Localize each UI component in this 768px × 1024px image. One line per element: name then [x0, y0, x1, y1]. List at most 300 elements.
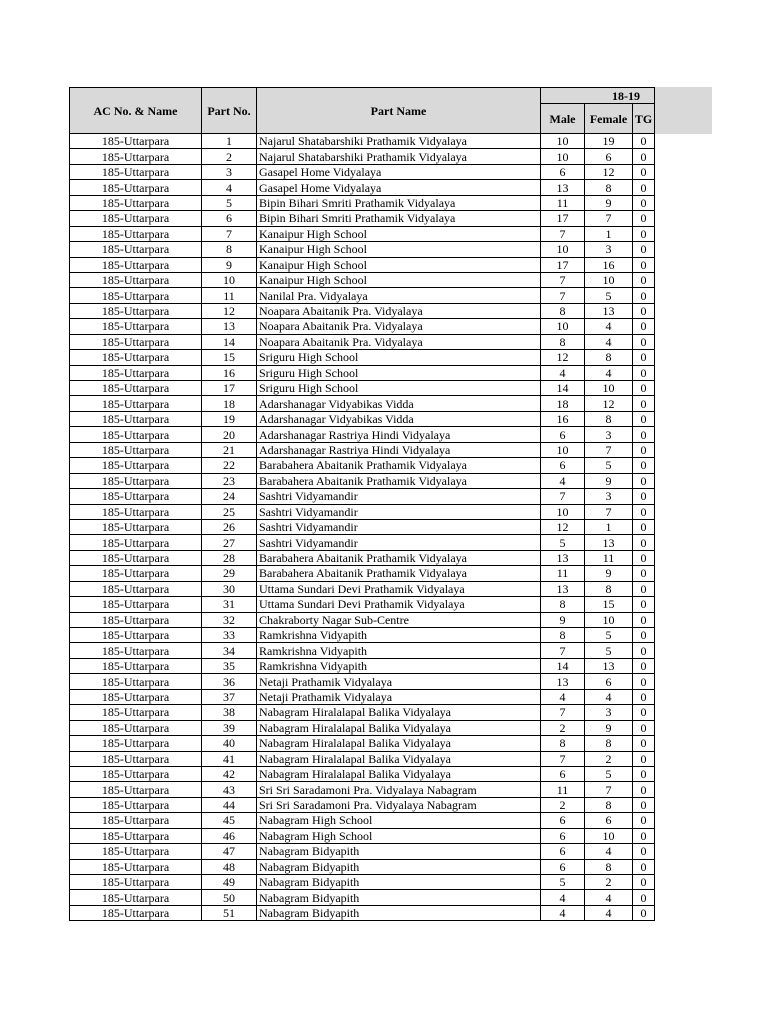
male-cell: 6 — [541, 859, 585, 874]
tg-cell: 0 — [633, 875, 655, 890]
female-cell: 1 — [585, 519, 633, 534]
tg-cell: 0 — [633, 195, 655, 210]
table-row — [70, 566, 655, 581]
tg-cell: 0 — [633, 272, 655, 287]
table-row — [70, 180, 655, 195]
tg-cell: 0 — [633, 689, 655, 704]
male-cell: 8 — [541, 597, 585, 612]
female-cell: 6 — [585, 813, 633, 828]
part-name-cell: Netaji Prathamik Vidyalaya — [257, 674, 541, 689]
male-cell: 10 — [541, 134, 585, 149]
table-row — [70, 720, 655, 735]
table-row — [70, 303, 655, 318]
part-name-cell: Noapara Abaitanik Pra. Vidyalaya — [257, 334, 541, 349]
tg-cell: 0 — [633, 905, 655, 920]
part-name-cell: Ramkrishna Vidyapith — [257, 628, 541, 643]
female-cell: 13 — [585, 303, 633, 318]
part-name-cell: Uttama Sundari Devi Prathamik Vidyalaya — [257, 581, 541, 596]
part-name-cell: Nabagram Bidyapith — [257, 859, 541, 874]
tg-cell: 0 — [633, 797, 655, 812]
male-cell: 6 — [541, 766, 585, 781]
part-no-cell: 3 — [202, 164, 257, 179]
tg-cell: 0 — [633, 242, 655, 257]
part-name-cell: Nabagram Hiralalapal Balika Vidyalaya — [257, 751, 541, 766]
tg-cell: 0 — [633, 365, 655, 380]
part-no-cell: 25 — [202, 504, 257, 519]
tg-cell: 0 — [633, 828, 655, 843]
tg-cell: 0 — [633, 226, 655, 241]
male-cell: 8 — [541, 334, 585, 349]
male-cell: 11 — [541, 195, 585, 210]
female-cell: 10 — [585, 272, 633, 287]
male-cell: 14 — [541, 658, 585, 673]
part-name-cell: Barabahera Abaitanik Prathamik Vidyalaya — [257, 550, 541, 565]
part-no-cell: 8 — [202, 242, 257, 257]
male-cell: 7 — [541, 643, 585, 658]
female-cell: 9 — [585, 720, 633, 735]
male-cell: 13 — [541, 550, 585, 565]
part-no-cell: 45 — [202, 813, 257, 828]
part-no-cell: 21 — [202, 442, 257, 457]
table-row — [70, 504, 655, 519]
female-cell: 1 — [585, 226, 633, 241]
part-no-cell: 1 — [202, 134, 257, 149]
tg-cell: 0 — [633, 519, 655, 534]
tg-cell: 0 — [633, 149, 655, 164]
ac-cell: 185-Uttarpara — [70, 782, 202, 797]
ac-cell: 185-Uttarpara — [70, 319, 202, 334]
table-row — [70, 705, 655, 720]
tg-cell: 0 — [633, 550, 655, 565]
tg-cell: 0 — [633, 674, 655, 689]
part-name-cell: Sashtri Vidyamandir — [257, 504, 541, 519]
tg-cell: 0 — [633, 319, 655, 334]
male-cell: 14 — [541, 381, 585, 396]
tg-cell: 0 — [633, 736, 655, 751]
male-cell: 12 — [541, 519, 585, 534]
part-no-cell: 13 — [202, 319, 257, 334]
part-name-cell: Barabahera Abaitanik Prathamik Vidyalaya — [257, 566, 541, 581]
tg-cell: 0 — [633, 396, 655, 411]
female-cell: 3 — [585, 489, 633, 504]
male-cell: 7 — [541, 705, 585, 720]
table-row — [70, 628, 655, 643]
male-cell: 16 — [541, 411, 585, 426]
tg-cell: 0 — [633, 381, 655, 396]
female-cell: 19 — [585, 134, 633, 149]
female-cell: 9 — [585, 195, 633, 210]
tg-cell: 0 — [633, 705, 655, 720]
table-row — [70, 489, 655, 504]
table-row — [70, 550, 655, 565]
table-row — [70, 164, 655, 179]
female-cell: 6 — [585, 674, 633, 689]
table-row — [70, 149, 655, 164]
table-row — [70, 427, 655, 442]
table-row — [70, 365, 655, 380]
ac-cell: 185-Uttarpara — [70, 334, 202, 349]
male-cell: 11 — [541, 566, 585, 581]
part-no-cell: 2 — [202, 149, 257, 164]
header-age-group: 18-19 — [541, 88, 655, 104]
ac-cell: 185-Uttarpara — [70, 489, 202, 504]
female-cell: 8 — [585, 797, 633, 812]
tg-cell: 0 — [633, 751, 655, 766]
ac-cell: 185-Uttarpara — [70, 180, 202, 195]
header-ac-no-name: AC No. & Name — [70, 88, 202, 134]
part-name-cell: Nabagram Hiralalapal Balika Vidyalaya — [257, 705, 541, 720]
male-cell: 10 — [541, 504, 585, 519]
tg-cell: 0 — [633, 473, 655, 488]
ac-cell: 185-Uttarpara — [70, 628, 202, 643]
tg-cell: 0 — [633, 427, 655, 442]
female-cell: 9 — [585, 566, 633, 581]
part-name-cell: Adarshanagar Vidyabikas Vidda — [257, 396, 541, 411]
male-cell: 4 — [541, 473, 585, 488]
table-row — [70, 396, 655, 411]
ac-cell: 185-Uttarpara — [70, 597, 202, 612]
part-name-cell: Nabagram Bidyapith — [257, 890, 541, 905]
female-cell: 7 — [585, 442, 633, 457]
table-row — [70, 875, 655, 890]
female-cell: 4 — [585, 844, 633, 859]
table-row — [70, 581, 655, 596]
ac-cell: 185-Uttarpara — [70, 813, 202, 828]
male-cell: 6 — [541, 427, 585, 442]
ac-cell: 185-Uttarpara — [70, 350, 202, 365]
table-row — [70, 736, 655, 751]
male-cell: 7 — [541, 226, 585, 241]
part-no-cell: 12 — [202, 303, 257, 318]
male-cell: 6 — [541, 458, 585, 473]
ac-cell: 185-Uttarpara — [70, 643, 202, 658]
ac-cell: 185-Uttarpara — [70, 905, 202, 920]
male-cell: 7 — [541, 288, 585, 303]
part-name-cell: Nabagram High School — [257, 813, 541, 828]
male-cell: 8 — [541, 303, 585, 318]
female-cell: 3 — [585, 242, 633, 257]
part-no-cell: 35 — [202, 658, 257, 673]
table-row — [70, 766, 655, 781]
ac-cell: 185-Uttarpara — [70, 550, 202, 565]
part-name-cell: Kanaipur High School — [257, 257, 541, 272]
male-cell: 17 — [541, 257, 585, 272]
part-no-cell: 43 — [202, 782, 257, 797]
female-cell: 8 — [585, 350, 633, 365]
female-cell: 10 — [585, 381, 633, 396]
tg-cell: 0 — [633, 766, 655, 781]
ac-cell: 185-Uttarpara — [70, 458, 202, 473]
female-cell: 10 — [585, 828, 633, 843]
part-no-cell: 17 — [202, 381, 257, 396]
tg-cell: 0 — [633, 334, 655, 349]
female-cell: 13 — [585, 535, 633, 550]
female-cell: 5 — [585, 628, 633, 643]
part-no-cell: 5 — [202, 195, 257, 210]
ac-cell: 185-Uttarpara — [70, 164, 202, 179]
female-cell: 4 — [585, 890, 633, 905]
part-name-cell: Adarshanagar Vidyabikas Vidda — [257, 411, 541, 426]
part-no-cell: 40 — [202, 736, 257, 751]
table-row — [70, 288, 655, 303]
tg-cell: 0 — [633, 257, 655, 272]
female-cell: 13 — [585, 658, 633, 673]
table-row — [70, 226, 655, 241]
table-row — [70, 797, 655, 812]
ac-cell: 185-Uttarpara — [70, 751, 202, 766]
part-no-cell: 38 — [202, 705, 257, 720]
female-cell: 5 — [585, 288, 633, 303]
female-cell: 5 — [585, 458, 633, 473]
ac-cell: 185-Uttarpara — [70, 226, 202, 241]
tg-cell: 0 — [633, 303, 655, 318]
female-cell: 4 — [585, 905, 633, 920]
male-cell: 17 — [541, 211, 585, 226]
part-name-cell: Sriguru High School — [257, 365, 541, 380]
ac-cell: 185-Uttarpara — [70, 396, 202, 411]
tg-cell: 0 — [633, 658, 655, 673]
part-no-cell: 36 — [202, 674, 257, 689]
male-cell: 8 — [541, 628, 585, 643]
female-cell: 9 — [585, 473, 633, 488]
male-cell: 10 — [541, 242, 585, 257]
part-no-cell: 4 — [202, 180, 257, 195]
ac-cell: 185-Uttarpara — [70, 272, 202, 287]
ac-cell: 185-Uttarpara — [70, 381, 202, 396]
tg-cell: 0 — [633, 782, 655, 797]
part-no-cell: 28 — [202, 550, 257, 565]
part-name-cell: Sashtri Vidyamandir — [257, 535, 541, 550]
female-cell: 7 — [585, 211, 633, 226]
tg-cell: 0 — [633, 859, 655, 874]
female-cell: 8 — [585, 581, 633, 596]
table-row — [70, 211, 655, 226]
ac-cell: 185-Uttarpara — [70, 797, 202, 812]
part-name-cell: Noapara Abaitanik Pra. Vidyalaya — [257, 303, 541, 318]
female-cell: 7 — [585, 782, 633, 797]
female-cell: 11 — [585, 550, 633, 565]
tg-cell: 0 — [633, 612, 655, 627]
tg-cell: 0 — [633, 597, 655, 612]
ac-cell: 185-Uttarpara — [70, 859, 202, 874]
tg-cell: 0 — [633, 489, 655, 504]
female-cell: 7 — [585, 504, 633, 519]
table-row — [70, 350, 655, 365]
male-cell: 7 — [541, 489, 585, 504]
female-cell: 12 — [585, 164, 633, 179]
table-row — [70, 257, 655, 272]
male-cell: 9 — [541, 612, 585, 627]
ac-cell: 185-Uttarpara — [70, 365, 202, 380]
table-row — [70, 442, 655, 457]
male-cell: 6 — [541, 844, 585, 859]
part-name-cell: Sri Sri Saradamoni Pra. Vidyalaya Nabagram — [257, 782, 541, 797]
part-name-cell: Netaji Prathamik Vidyalaya — [257, 689, 541, 704]
table-row — [70, 643, 655, 658]
male-cell: 4 — [541, 905, 585, 920]
part-name-cell: Ramkrishna Vidyapith — [257, 643, 541, 658]
tg-cell: 0 — [633, 164, 655, 179]
part-name-cell: Ramkrishna Vidyapith — [257, 658, 541, 673]
table-row — [70, 458, 655, 473]
part-name-cell: Adarshanagar Rastriya Hindi Vidyalaya — [257, 442, 541, 457]
part-name-cell: Adarshanagar Rastriya Hindi Vidyalaya — [257, 427, 541, 442]
ac-cell: 185-Uttarpara — [70, 689, 202, 704]
part-no-cell: 9 — [202, 257, 257, 272]
part-no-cell: 27 — [202, 535, 257, 550]
table-row — [70, 597, 655, 612]
tg-cell: 0 — [633, 411, 655, 426]
ac-cell: 185-Uttarpara — [70, 720, 202, 735]
tg-cell: 0 — [633, 566, 655, 581]
male-cell: 2 — [541, 797, 585, 812]
female-cell: 10 — [585, 612, 633, 627]
male-cell: 5 — [541, 535, 585, 550]
part-name-cell: Sriguru High School — [257, 350, 541, 365]
part-no-cell: 18 — [202, 396, 257, 411]
part-no-cell: 29 — [202, 566, 257, 581]
part-no-cell: 50 — [202, 890, 257, 905]
table-row — [70, 272, 655, 287]
part-name-cell: Chakraborty Nagar Sub-Centre — [257, 612, 541, 627]
part-name-cell: Najarul Shatabarshiki Prathamik Vidyalaya — [257, 149, 541, 164]
male-cell: 13 — [541, 581, 585, 596]
male-cell: 4 — [541, 689, 585, 704]
male-cell: 10 — [541, 442, 585, 457]
part-no-cell: 19 — [202, 411, 257, 426]
tg-cell: 0 — [633, 458, 655, 473]
part-no-cell: 39 — [202, 720, 257, 735]
part-no-cell: 49 — [202, 875, 257, 890]
ac-cell: 185-Uttarpara — [70, 288, 202, 303]
ac-cell: 185-Uttarpara — [70, 473, 202, 488]
part-no-cell: 16 — [202, 365, 257, 380]
part-no-cell: 24 — [202, 489, 257, 504]
ac-cell: 185-Uttarpara — [70, 766, 202, 781]
female-cell: 3 — [585, 705, 633, 720]
table-row — [70, 751, 655, 766]
female-cell: 2 — [585, 751, 633, 766]
ac-cell: 185-Uttarpara — [70, 705, 202, 720]
ac-cell: 185-Uttarpara — [70, 612, 202, 627]
male-cell: 6 — [541, 828, 585, 843]
male-cell: 13 — [541, 674, 585, 689]
table-row — [70, 195, 655, 210]
part-name-cell: Bipin Bihari Smriti Prathamik Vidyalaya — [257, 211, 541, 226]
part-name-cell: Sri Sri Saradamoni Pra. Vidyalaya Nabagram — [257, 797, 541, 812]
part-no-cell: 22 — [202, 458, 257, 473]
part-no-cell: 23 — [202, 473, 257, 488]
table-row — [70, 828, 655, 843]
tg-cell: 0 — [633, 844, 655, 859]
tg-cell: 0 — [633, 350, 655, 365]
female-cell: 5 — [585, 643, 633, 658]
part-name-cell: Nabagram Hiralalapal Balika Vidyalaya — [257, 736, 541, 751]
ac-cell: 185-Uttarpara — [70, 504, 202, 519]
part-name-cell: Nabagram Hiralalapal Balika Vidyalaya — [257, 720, 541, 735]
ac-cell: 185-Uttarpara — [70, 581, 202, 596]
part-name-cell: Kanaipur High School — [257, 242, 541, 257]
part-name-cell: Gasapel Home Vidyalaya — [257, 180, 541, 195]
tg-cell: 0 — [633, 211, 655, 226]
female-cell: 12 — [585, 396, 633, 411]
part-no-cell: 47 — [202, 844, 257, 859]
ac-cell: 185-Uttarpara — [70, 134, 202, 149]
male-cell: 7 — [541, 751, 585, 766]
table-row — [70, 411, 655, 426]
part-name-cell: Najarul Shatabarshiki Prathamik Vidyalaya — [257, 134, 541, 149]
male-cell: 18 — [541, 396, 585, 411]
table-row — [70, 905, 655, 920]
part-no-cell: 48 — [202, 859, 257, 874]
part-no-cell: 44 — [202, 797, 257, 812]
part-name-cell: Nabagram Bidyapith — [257, 875, 541, 890]
part-name-cell: Gasapel Home Vidyalaya — [257, 164, 541, 179]
part-no-cell: 7 — [202, 226, 257, 241]
female-cell: 4 — [585, 319, 633, 334]
table-row — [70, 134, 655, 149]
table-row — [70, 519, 655, 534]
header-part-name: Part Name — [257, 88, 541, 134]
tg-cell: 0 — [633, 890, 655, 905]
male-cell: 7 — [541, 272, 585, 287]
ac-cell: 185-Uttarpara — [70, 303, 202, 318]
tg-cell: 0 — [633, 535, 655, 550]
table-body — [70, 134, 655, 921]
ac-cell: 185-Uttarpara — [70, 875, 202, 890]
table-row — [70, 674, 655, 689]
part-no-cell: 46 — [202, 828, 257, 843]
ac-cell: 185-Uttarpara — [70, 242, 202, 257]
table-row — [70, 844, 655, 859]
ac-cell: 185-Uttarpara — [70, 736, 202, 751]
ac-cell: 185-Uttarpara — [70, 890, 202, 905]
table-row — [70, 859, 655, 874]
part-no-cell: 26 — [202, 519, 257, 534]
ac-cell: 185-Uttarpara — [70, 535, 202, 550]
part-no-cell: 10 — [202, 272, 257, 287]
ac-cell: 185-Uttarpara — [70, 828, 202, 843]
part-name-cell: Kanaipur High School — [257, 272, 541, 287]
tg-cell: 0 — [633, 628, 655, 643]
part-name-cell: Noapara Abaitanik Pra. Vidyalaya — [257, 319, 541, 334]
tg-cell: 0 — [633, 180, 655, 195]
ac-cell: 185-Uttarpara — [70, 427, 202, 442]
part-name-cell: Nabagram Bidyapith — [257, 905, 541, 920]
part-name-cell: Barabahera Abaitanik Prathamik Vidyalaya — [257, 458, 541, 473]
table-row — [70, 813, 655, 828]
ac-cell: 185-Uttarpara — [70, 211, 202, 226]
tg-cell: 0 — [633, 581, 655, 596]
header-female: Female — [585, 104, 633, 134]
female-cell: 8 — [585, 859, 633, 874]
part-name-cell: Nanilal Pra. Vidyalaya — [257, 288, 541, 303]
ac-cell: 185-Uttarpara — [70, 519, 202, 534]
tg-cell: 0 — [633, 720, 655, 735]
male-cell: 4 — [541, 890, 585, 905]
part-name-cell: Bipin Bihari Smriti Prathamik Vidyalaya — [257, 195, 541, 210]
part-no-cell: 20 — [202, 427, 257, 442]
part-no-cell: 11 — [202, 288, 257, 303]
header-part-no: Part No. — [202, 88, 257, 134]
part-name-cell: Nabagram High School — [257, 828, 541, 843]
tg-cell: 0 — [633, 813, 655, 828]
male-cell: 13 — [541, 180, 585, 195]
male-cell: 11 — [541, 782, 585, 797]
female-cell: 3 — [585, 427, 633, 442]
male-cell: 6 — [541, 813, 585, 828]
part-no-cell: 51 — [202, 905, 257, 920]
